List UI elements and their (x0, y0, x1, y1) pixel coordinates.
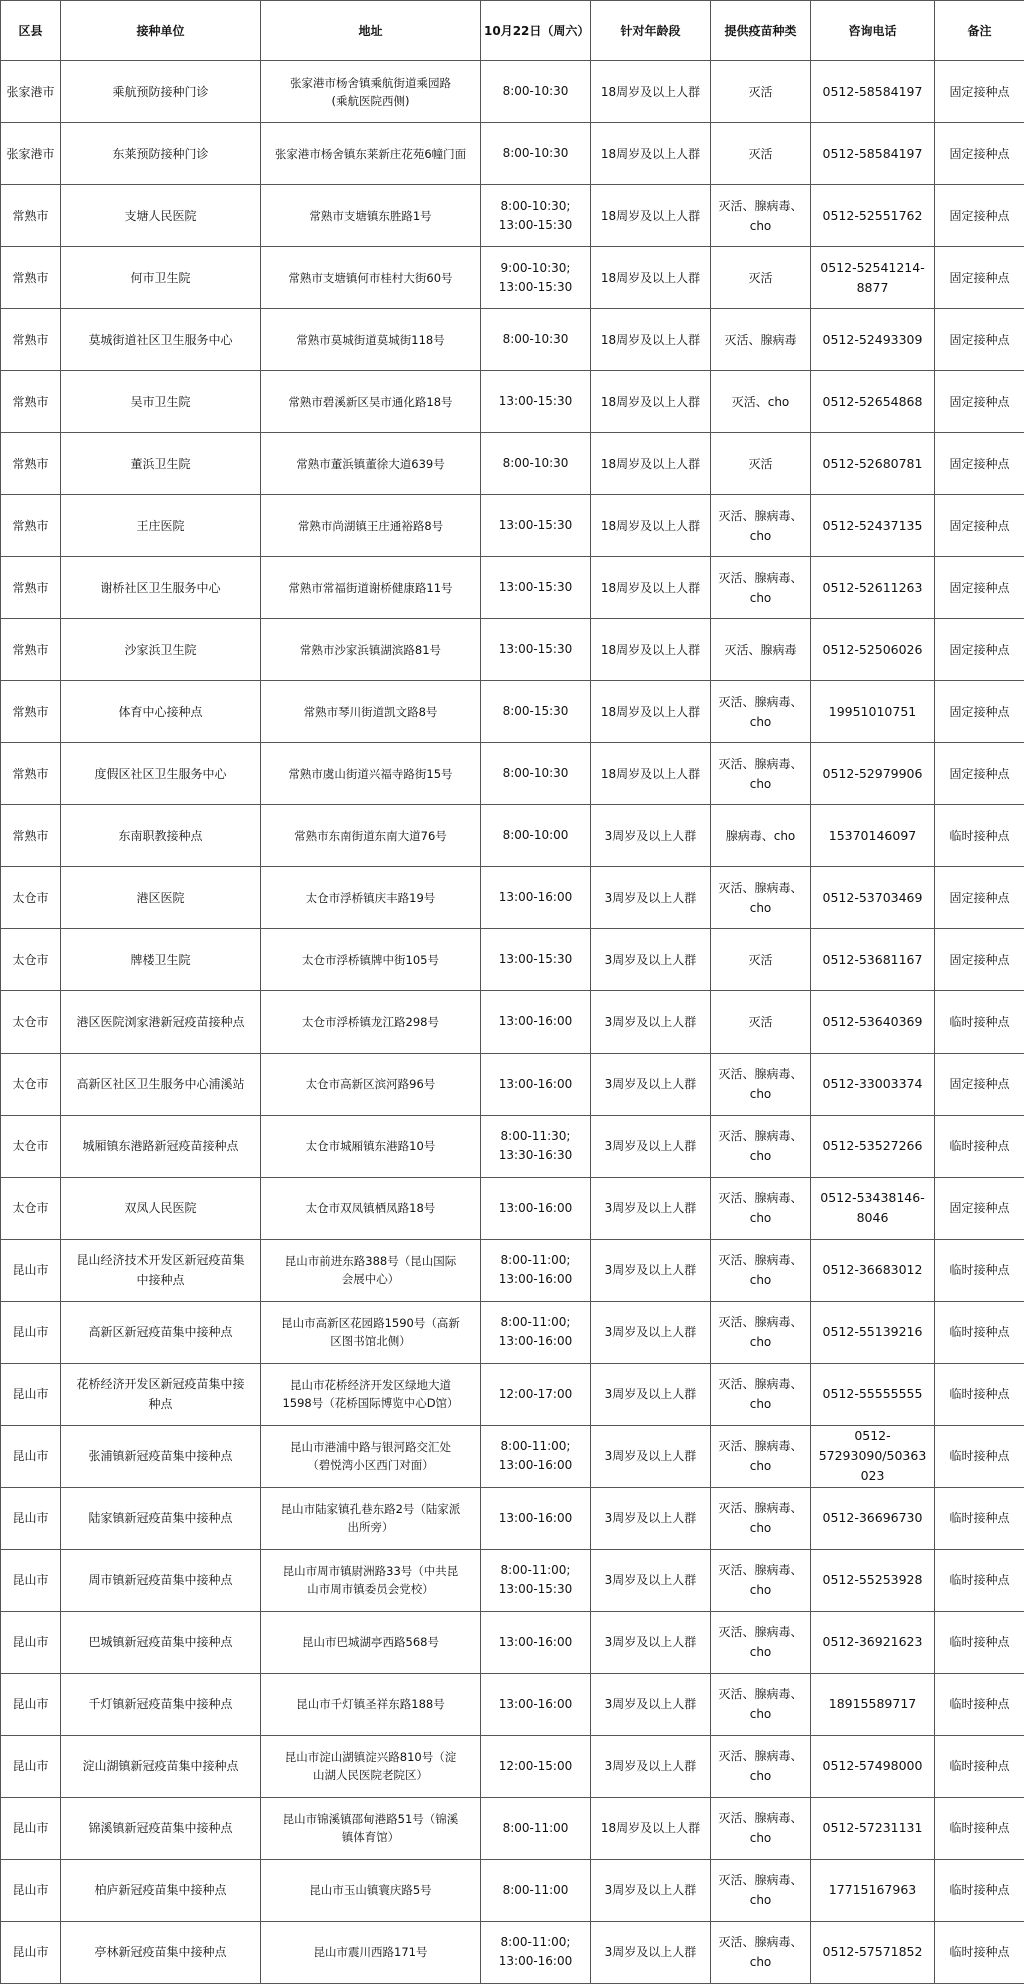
cell-note: 临时接种点 (935, 1549, 1024, 1611)
cell-note: 临时接种点 (935, 1611, 1024, 1673)
cell-unit: 东南职教接种点 (61, 805, 261, 867)
cell-address: 昆山市玉山镇寰庆路5号 (261, 1859, 481, 1921)
cell-phone: 19951010751 (811, 681, 935, 743)
cell-time: 8:00-11:00 (481, 1859, 591, 1921)
cell-time: 8:00-11:30; 13:30-16:30 (481, 1115, 591, 1177)
header-address: 地址 (261, 1, 481, 61)
cell-district: 常熟市 (1, 309, 61, 371)
cell-address: 太仓市浮桥镇龙江路298号 (261, 991, 481, 1053)
cell-unit: 吴市卫生院 (61, 371, 261, 433)
cell-age: 3周岁及以上人群 (591, 1301, 711, 1363)
cell-address: 太仓市高新区滨河路96号 (261, 1053, 481, 1115)
table-row (1, 309, 1024, 371)
cell-address: 常熟市虞山街道兴福寺路街15号 (261, 743, 481, 805)
cell-vaccine: 灭活、腺病毒 (711, 309, 811, 371)
cell-district: 太仓市 (1, 929, 61, 991)
cell-district: 常熟市 (1, 495, 61, 557)
cell-time: 12:00-17:00 (481, 1363, 591, 1425)
cell-unit: 支塘人民医院 (61, 185, 261, 247)
cell-district: 常熟市 (1, 371, 61, 433)
cell-unit: 周市镇新冠疫苗集中接种点 (61, 1549, 261, 1611)
cell-age: 3周岁及以上人群 (591, 1611, 711, 1673)
table-row (1, 1859, 1024, 1921)
table-row (1, 1425, 1024, 1487)
cell-phone: 0512-53703469 (811, 867, 935, 929)
cell-time: 8:00-10:00 (481, 805, 591, 867)
cell-address: 常熟市尚湖镇王庄通裕路8号 (261, 495, 481, 557)
cell-vaccine: 灭活、腺病毒、 cho (711, 1177, 811, 1239)
header-age: 针对年龄段 (591, 1, 711, 61)
cell-unit: 董浜卫生院 (61, 433, 261, 495)
cell-phone: 0512- 57293090/50363 023 (811, 1425, 935, 1487)
cell-note: 固定接种点 (935, 61, 1024, 123)
cell-vaccine: 灭活、腺病毒、 cho (711, 681, 811, 743)
cell-time: 13:00-16:00 (481, 991, 591, 1053)
cell-vaccine: 灭活、腺病毒、 cho (711, 1735, 811, 1797)
cell-time: 13:00-16:00 (481, 1611, 591, 1673)
cell-address: 昆山市港浦中路与银河路交汇处 （碧悦湾小区西门对面） (261, 1425, 481, 1487)
cell-district: 昆山市 (1, 1363, 61, 1425)
cell-district: 常熟市 (1, 433, 61, 495)
cell-district: 太仓市 (1, 1177, 61, 1239)
cell-vaccine: 灭活、腺病毒、 cho (711, 1301, 811, 1363)
cell-district: 常熟市 (1, 681, 61, 743)
cell-district: 昆山市 (1, 1735, 61, 1797)
cell-vaccine: 灭活、腺病毒、 cho (711, 1363, 811, 1425)
table-row (1, 1611, 1024, 1673)
cell-district: 太仓市 (1, 1115, 61, 1177)
cell-age: 18周岁及以上人群 (591, 557, 711, 619)
cell-district: 太仓市 (1, 991, 61, 1053)
cell-note: 临时接种点 (935, 1673, 1024, 1735)
cell-note: 临时接种点 (935, 1921, 1024, 1983)
cell-time: 8:00-15:30 (481, 681, 591, 743)
cell-phone: 0512-58584197 (811, 123, 935, 185)
cell-age: 3周岁及以上人群 (591, 1487, 711, 1549)
cell-vaccine: 灭活 (711, 929, 811, 991)
cell-district: 张家港市 (1, 123, 61, 185)
cell-unit: 昆山经济技术开发区新冠疫苗集 中接种点 (61, 1239, 261, 1301)
cell-district: 昆山市 (1, 1487, 61, 1549)
cell-age: 3周岁及以上人群 (591, 1115, 711, 1177)
cell-address: 昆山市前进东路388号（昆山国际 会展中心） (261, 1239, 481, 1301)
cell-unit: 王庄医院 (61, 495, 261, 557)
cell-note: 固定接种点 (935, 867, 1024, 929)
cell-note: 临时接种点 (935, 1239, 1024, 1301)
cell-unit: 高新区社区卫生服务中心浦溪站 (61, 1053, 261, 1115)
cell-note: 固定接种点 (935, 743, 1024, 805)
table-row (1, 1301, 1024, 1363)
cell-note: 固定接种点 (935, 619, 1024, 681)
cell-note: 临时接种点 (935, 1301, 1024, 1363)
cell-vaccine: 灭活 (711, 433, 811, 495)
cell-address: 常熟市碧溪新区吴市通化路18号 (261, 371, 481, 433)
table-row (1, 1363, 1024, 1425)
cell-phone: 0512-52680781 (811, 433, 935, 495)
cell-vaccine: 灭活、腺病毒、 cho (711, 743, 811, 805)
cell-district: 昆山市 (1, 1549, 61, 1611)
table-row (1, 805, 1024, 867)
cell-phone: 0512-58584197 (811, 61, 935, 123)
cell-time: 8:00-11:00; 13:00-16:00 (481, 1301, 591, 1363)
cell-note: 临时接种点 (935, 1425, 1024, 1487)
cell-district: 昆山市 (1, 1859, 61, 1921)
cell-phone: 17715167963 (811, 1859, 935, 1921)
table-row (1, 867, 1024, 929)
cell-note: 固定接种点 (935, 123, 1024, 185)
cell-age: 18周岁及以上人群 (591, 743, 711, 805)
cell-age: 3周岁及以上人群 (591, 1921, 711, 1983)
cell-age: 3周岁及以上人群 (591, 1053, 711, 1115)
cell-unit: 锦溪镇新冠疫苗集中接种点 (61, 1797, 261, 1859)
cell-district: 张家港市 (1, 61, 61, 123)
header-district: 区县 (1, 1, 61, 61)
cell-note: 临时接种点 (935, 1487, 1024, 1549)
table-row (1, 495, 1024, 557)
table-row (1, 1177, 1024, 1239)
cell-time: 8:00-10:30 (481, 433, 591, 495)
cell-age: 18周岁及以上人群 (591, 371, 711, 433)
cell-phone: 0512-36921623 (811, 1611, 935, 1673)
cell-phone: 0512-52551762 (811, 185, 935, 247)
cell-address: 昆山市高新区花园路1590号（高新 区图书馆北侧） (261, 1301, 481, 1363)
cell-age: 3周岁及以上人群 (591, 929, 711, 991)
cell-time: 13:00-16:00 (481, 1053, 591, 1115)
table-body (1, 61, 1024, 1984)
cell-time: 8:00-11:00; 13:00-16:00 (481, 1425, 591, 1487)
cell-address: 张家港市杨舍镇东莱新庄花苑6幢门面 (261, 123, 481, 185)
cell-note: 固定接种点 (935, 433, 1024, 495)
cell-time: 8:00-10:30 (481, 743, 591, 805)
cell-district: 昆山市 (1, 1921, 61, 1983)
cell-phone: 0512-57571852 (811, 1921, 935, 1983)
cell-unit: 港区医院浏家港新冠疫苗接种点 (61, 991, 261, 1053)
cell-address: 昆山市震川西路171号 (261, 1921, 481, 1983)
cell-age: 3周岁及以上人群 (591, 1363, 711, 1425)
cell-time: 13:00-16:00 (481, 867, 591, 929)
cell-phone: 0512-55253928 (811, 1549, 935, 1611)
cell-district: 昆山市 (1, 1797, 61, 1859)
cell-age: 3周岁及以上人群 (591, 1239, 711, 1301)
cell-unit: 谢桥社区卫生服务中心 (61, 557, 261, 619)
cell-age: 18周岁及以上人群 (591, 681, 711, 743)
table-row (1, 619, 1024, 681)
cell-address: 常熟市莫城街道莫城街118号 (261, 309, 481, 371)
cell-time: 13:00-16:00 (481, 1673, 591, 1735)
cell-vaccine: 灭活、腺病毒、 cho (711, 1487, 811, 1549)
table-row (1, 1487, 1024, 1549)
cell-unit: 亭林新冠疫苗集中接种点 (61, 1921, 261, 1983)
cell-time: 8:00-11:00; 13:00-15:30 (481, 1549, 591, 1611)
cell-time: 8:00-10:30; 13:00-15:30 (481, 185, 591, 247)
cell-age: 18周岁及以上人群 (591, 185, 711, 247)
cell-age: 3周岁及以上人群 (591, 1425, 711, 1487)
cell-district: 太仓市 (1, 867, 61, 929)
cell-time: 9:00-10:30; 13:00-15:30 (481, 247, 591, 309)
cell-time: 13:00-15:30 (481, 495, 591, 557)
table-row (1, 1053, 1024, 1115)
cell-phone: 0512-36683012 (811, 1239, 935, 1301)
cell-address: 昆山市锦溪镇邵甸港路51号（锦溪 镇体育馆） (261, 1797, 481, 1859)
cell-unit: 港区医院 (61, 867, 261, 929)
cell-note: 固定接种点 (935, 185, 1024, 247)
cell-age: 3周岁及以上人群 (591, 867, 711, 929)
cell-unit: 何市卫生院 (61, 247, 261, 309)
cell-phone: 0512-55555555 (811, 1363, 935, 1425)
cell-unit: 花桥经济开发区新冠疫苗集中接 种点 (61, 1363, 261, 1425)
cell-age: 18周岁及以上人群 (591, 433, 711, 495)
cell-note: 固定接种点 (935, 557, 1024, 619)
cell-vaccine: 灭活、腺病毒、 cho (711, 1859, 811, 1921)
table-row (1, 929, 1024, 991)
cell-note: 固定接种点 (935, 495, 1024, 557)
cell-unit: 东莱预防接种门诊 (61, 123, 261, 185)
cell-phone: 0512-53640369 (811, 991, 935, 1053)
table-row (1, 185, 1024, 247)
table-row (1, 1735, 1024, 1797)
cell-unit: 巴城镇新冠疫苗集中接种点 (61, 1611, 261, 1673)
cell-vaccine: 灭活、cho (711, 371, 811, 433)
cell-vaccine: 灭活、腺病毒、 cho (711, 1053, 811, 1115)
cell-unit: 城厢镇东港路新冠疫苗接种点 (61, 1115, 261, 1177)
cell-phone: 0512-53681167 (811, 929, 935, 991)
cell-time: 8:00-11:00; 13:00-16:00 (481, 1239, 591, 1301)
cell-vaccine: 灭活、腺病毒、 cho (711, 557, 811, 619)
cell-district: 昆山市 (1, 1239, 61, 1301)
cell-phone: 0512-33003374 (811, 1053, 935, 1115)
cell-vaccine: 灭活、腺病毒、 cho (711, 1239, 811, 1301)
cell-district: 常熟市 (1, 557, 61, 619)
cell-phone: 0512-36696730 (811, 1487, 935, 1549)
table-row (1, 1239, 1024, 1301)
cell-address: 昆山市巴城湖亭西路568号 (261, 1611, 481, 1673)
cell-vaccine: 灭活 (711, 123, 811, 185)
cell-note: 固定接种点 (935, 247, 1024, 309)
table-row (1, 123, 1024, 185)
cell-age: 18周岁及以上人群 (591, 309, 711, 371)
cell-phone: 0512-53438146- 8046 (811, 1177, 935, 1239)
cell-district: 昆山市 (1, 1301, 61, 1363)
cell-note: 固定接种点 (935, 1177, 1024, 1239)
cell-address: 张家港市杨舍镇乘航街道乘园路 (乘航医院西侧) (261, 61, 481, 123)
cell-unit: 双凤人民医院 (61, 1177, 261, 1239)
cell-note: 固定接种点 (935, 929, 1024, 991)
cell-note: 固定接种点 (935, 371, 1024, 433)
cell-vaccine: 腺病毒、cho (711, 805, 811, 867)
cell-address: 常熟市董浜镇董徐大道639号 (261, 433, 481, 495)
cell-time: 8:00-10:30 (481, 61, 591, 123)
cell-vaccine: 灭活、腺病毒、 cho (711, 867, 811, 929)
table-row (1, 61, 1024, 123)
cell-address: 常熟市支塘镇何市桂村大街60号 (261, 247, 481, 309)
cell-note: 临时接种点 (935, 805, 1024, 867)
cell-unit: 度假区社区卫生服务中心 (61, 743, 261, 805)
cell-district: 太仓市 (1, 1053, 61, 1115)
cell-district: 常熟市 (1, 185, 61, 247)
cell-vaccine: 灭活、腺病毒 (711, 619, 811, 681)
header-note: 备注 (935, 1, 1024, 61)
cell-age: 18周岁及以上人群 (591, 619, 711, 681)
cell-address: 常熟市支塘镇东胜路1号 (261, 185, 481, 247)
cell-age: 3周岁及以上人群 (591, 991, 711, 1053)
cell-vaccine: 灭活 (711, 247, 811, 309)
cell-age: 3周岁及以上人群 (591, 1177, 711, 1239)
cell-phone: 0512-52493309 (811, 309, 935, 371)
cell-vaccine: 灭活、腺病毒、 cho (711, 1425, 811, 1487)
table-row (1, 681, 1024, 743)
cell-note: 临时接种点 (935, 1735, 1024, 1797)
cell-time: 8:00-11:00; 13:00-16:00 (481, 1921, 591, 1983)
cell-phone: 0512-52541214- 8877 (811, 247, 935, 309)
table-row (1, 1549, 1024, 1611)
header-row (1, 1, 1024, 61)
cell-unit: 牌楼卫生院 (61, 929, 261, 991)
cell-unit: 沙家浜卫生院 (61, 619, 261, 681)
table-row (1, 991, 1024, 1053)
table-row (1, 557, 1024, 619)
table-row (1, 743, 1024, 805)
cell-time: 8:00-10:30 (481, 123, 591, 185)
cell-vaccine: 灭活 (711, 61, 811, 123)
cell-note: 临时接种点 (935, 991, 1024, 1053)
cell-vaccine: 灭活、腺病毒、 cho (711, 1611, 811, 1673)
header-phone: 咨询电话 (811, 1, 935, 61)
cell-note: 临时接种点 (935, 1363, 1024, 1425)
cell-age: 3周岁及以上人群 (591, 1859, 711, 1921)
cell-phone: 0512-52654868 (811, 371, 935, 433)
table-row (1, 247, 1024, 309)
cell-age: 18周岁及以上人群 (591, 61, 711, 123)
cell-note: 临时接种点 (935, 1859, 1024, 1921)
table-row (1, 1797, 1024, 1859)
table-row (1, 1673, 1024, 1735)
cell-vaccine: 灭活 (711, 991, 811, 1053)
cell-address: 昆山市千灯镇圣祥东路188号 (261, 1673, 481, 1735)
cell-address: 常熟市沙家浜镇湖滨路81号 (261, 619, 481, 681)
cell-phone: 0512-55139216 (811, 1301, 935, 1363)
cell-unit: 莫城街道社区卫生服务中心 (61, 309, 261, 371)
cell-address: 太仓市浮桥镇牌中街105号 (261, 929, 481, 991)
cell-address: 昆山市淀山湖镇淀兴路810号（淀 山湖人民医院老院区） (261, 1735, 481, 1797)
cell-time: 13:00-15:30 (481, 557, 591, 619)
header-time: 10月22日（周六） (481, 1, 591, 61)
cell-age: 18周岁及以上人群 (591, 495, 711, 557)
cell-unit: 体育中心接种点 (61, 681, 261, 743)
cell-age: 3周岁及以上人群 (591, 1673, 711, 1735)
cell-unit: 乘航预防接种门诊 (61, 61, 261, 123)
cell-address: 昆山市花桥经济开发区绿地大道 1598号（花桥国际博览中心D馆） (261, 1363, 481, 1425)
cell-address: 常熟市东南街道东南大道76号 (261, 805, 481, 867)
cell-district: 昆山市 (1, 1425, 61, 1487)
cell-time: 13:00-16:00 (481, 1177, 591, 1239)
cell-address: 太仓市双凤镇栖凤路18号 (261, 1177, 481, 1239)
cell-phone: 0512-57498000 (811, 1735, 935, 1797)
cell-time: 13:00-15:30 (481, 371, 591, 433)
cell-vaccine: 灭活、腺病毒、 cho (711, 185, 811, 247)
header-vaccine: 提供疫苗种类 (711, 1, 811, 61)
cell-unit: 陆家镇新冠疫苗集中接种点 (61, 1487, 261, 1549)
cell-unit: 柏庐新冠疫苗集中接种点 (61, 1859, 261, 1921)
cell-address: 昆山市陆家镇孔巷东路2号（陆家派 出所旁） (261, 1487, 481, 1549)
cell-vaccine: 灭活、腺病毒、 cho (711, 1115, 811, 1177)
cell-time: 12:00-15:00 (481, 1735, 591, 1797)
cell-vaccine: 灭活、腺病毒、 cho (711, 495, 811, 557)
cell-address: 太仓市城厢镇东港路10号 (261, 1115, 481, 1177)
cell-phone: 15370146097 (811, 805, 935, 867)
cell-phone: 0512-52506026 (811, 619, 935, 681)
cell-vaccine: 灭活、腺病毒、 cho (711, 1797, 811, 1859)
table-row (1, 371, 1024, 433)
cell-vaccine: 灭活、腺病毒、 cho (711, 1549, 811, 1611)
cell-phone: 0512-57231131 (811, 1797, 935, 1859)
cell-time: 13:00-15:30 (481, 929, 591, 991)
cell-address: 常熟市琴川街道凯文路8号 (261, 681, 481, 743)
table-row (1, 433, 1024, 495)
cell-address: 常熟市常福街道谢桥健康路11号 (261, 557, 481, 619)
cell-time: 8:00-11:00 (481, 1797, 591, 1859)
cell-unit: 千灯镇新冠疫苗集中接种点 (61, 1673, 261, 1735)
cell-note: 固定接种点 (935, 309, 1024, 371)
cell-phone: 0512-52437135 (811, 495, 935, 557)
cell-unit: 张浦镇新冠疫苗集中接种点 (61, 1425, 261, 1487)
cell-district: 昆山市 (1, 1611, 61, 1673)
cell-district: 常熟市 (1, 619, 61, 681)
cell-phone: 0512-52611263 (811, 557, 935, 619)
cell-district: 常熟市 (1, 743, 61, 805)
cell-age: 3周岁及以上人群 (591, 1735, 711, 1797)
table-row (1, 1921, 1024, 1983)
cell-note: 固定接种点 (935, 681, 1024, 743)
cell-district: 常熟市 (1, 247, 61, 309)
cell-time: 13:00-16:00 (481, 1487, 591, 1549)
cell-unit: 高新区新冠疫苗集中接种点 (61, 1301, 261, 1363)
cell-age: 18周岁及以上人群 (591, 123, 711, 185)
cell-age: 3周岁及以上人群 (591, 1549, 711, 1611)
cell-district: 常熟市 (1, 805, 61, 867)
header-unit: 接种单位 (61, 1, 261, 61)
cell-note: 临时接种点 (935, 1115, 1024, 1177)
cell-time: 13:00-15:30 (481, 619, 591, 681)
cell-note: 固定接种点 (935, 1053, 1024, 1115)
cell-age: 18周岁及以上人群 (591, 1797, 711, 1859)
cell-address: 昆山市周市镇尉洲路33号（中共昆 山市周市镇委员会党校） (261, 1549, 481, 1611)
cell-phone: 0512-53527266 (811, 1115, 935, 1177)
cell-age: 18周岁及以上人群 (591, 247, 711, 309)
cell-note: 临时接种点 (935, 1797, 1024, 1859)
cell-unit: 淀山湖镇新冠疫苗集中接种点 (61, 1735, 261, 1797)
cell-address: 太仓市浮桥镇庆丰路19号 (261, 867, 481, 929)
cell-vaccine: 灭活、腺病毒、 cho (711, 1673, 811, 1735)
table-row (1, 1115, 1024, 1177)
cell-age: 3周岁及以上人群 (591, 805, 711, 867)
cell-vaccine: 灭活、腺病毒、 cho (711, 1921, 811, 1983)
cell-phone: 0512-52979906 (811, 743, 935, 805)
cell-time: 8:00-10:30 (481, 309, 591, 371)
cell-phone: 18915589717 (811, 1673, 935, 1735)
cell-district: 昆山市 (1, 1673, 61, 1735)
